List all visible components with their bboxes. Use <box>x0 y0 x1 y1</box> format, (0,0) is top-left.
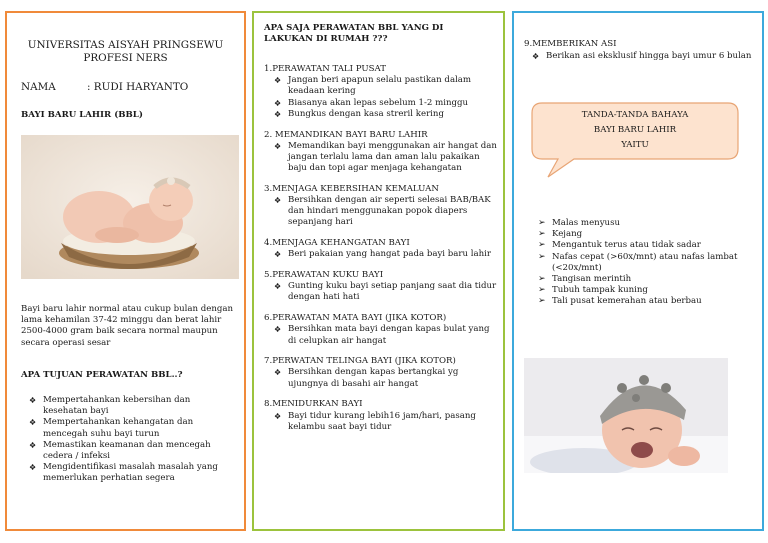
care-item-text: Memandikan bayi menggunakan air hangat dan jangan terlalu lama dan aman lalu pakaikan baju dan topi agar menjaga kehangatan <box>288 140 497 174</box>
goal-item <box>27 417 237 439</box>
name-label: NAMA <box>21 81 56 93</box>
danger-sign-item-text: Tangisan merintih <box>552 274 632 285</box>
panel-left <box>5 11 246 531</box>
care-section-heading: 6.PERAWATAN MATA BAYI (JIKA KOTOR) <box>264 313 447 324</box>
goal-item <box>27 395 237 417</box>
care-section-heading: 7.PERWATAN TELINGA BAYI (JIKA KOTOR) <box>264 356 456 367</box>
care-section <box>264 313 500 347</box>
care-item <box>272 98 500 109</box>
section-title: BAYI BARU LAHIR (BBL) <box>21 110 143 120</box>
care-title: APA SAJA PERAWATAN BBL YANG DI LAKUKAN DI RUMAH ??? <box>264 23 444 45</box>
care-item-text: Bersihkan dengan kapas bertangkai yg ujungnya di basahi air hangat <box>288 367 459 389</box>
care-section <box>264 64 500 120</box>
diamond-bullet-icon: ❖ <box>274 196 282 206</box>
diamond-bullet-icon: ❖ <box>29 463 37 473</box>
care-item <box>272 141 500 175</box>
care-item-text: Gunting kuku bayi setiap panjang saat dia tidur dengan hati hati <box>288 281 497 303</box>
danger-sign-item <box>536 285 758 296</box>
diamond-bullet-icon: ❖ <box>29 418 37 428</box>
care-item-text: Bayi tidur kurang lebih16 jam/hari, pasang kelambu saat bayi tidur <box>288 410 476 432</box>
diamond-bullet-icon: ❖ <box>29 440 37 450</box>
diamond-bullet-icon: ❖ <box>274 141 282 151</box>
care-section <box>264 184 500 229</box>
care-section-heading: 2. MEMANDIKAN BAYI BARU LAHIR <box>264 129 428 140</box>
diamond-bullet-icon: ❖ <box>274 368 282 378</box>
care-item-text: Bersihkan mata bayi dengan kapas bulat yang di celupkan air hangat <box>288 324 490 346</box>
danger-sign-item-text: Malas menyusu <box>552 218 621 228</box>
care-item-text: Jangan beri apapun selalu pastikan dalam keadaan kering <box>288 75 472 97</box>
university-title: UNIVERSITAS AISYAH PRINGSEWU <box>27 39 224 51</box>
danger-sign-item-text: Mengantuk terus atau tidak sadar <box>552 240 701 251</box>
arrow-bullet-icon: ➢ <box>538 285 546 296</box>
diamond-bullet-icon: ❖ <box>274 250 282 260</box>
arrow-bullet-icon: ➢ <box>538 229 546 240</box>
goals-title: APA TUJUAN PERAWATAN BBL..? <box>21 370 183 380</box>
asi-item-text: Berikan asi eksklusif hingga bayi umur 6 bulan <box>546 51 752 61</box>
asi-item <box>530 51 758 62</box>
diamond-bullet-icon: ❖ <box>274 282 282 292</box>
diamond-bullet-icon: ❖ <box>274 411 282 421</box>
danger-sign-item <box>536 274 758 285</box>
panel-right <box>512 11 764 531</box>
care-item <box>272 411 500 433</box>
danger-sign-item-text: Tubuh tampak kuning <box>552 285 648 296</box>
asi-heading: 9.MEMBERIKAN ASI <box>524 39 617 49</box>
care-item <box>272 195 500 229</box>
care-item-text: Beri pakaian yang hangat pada bayi baru lahir <box>288 249 492 260</box>
danger-sign-item-text: Nafas cepat (>60x/mnt) atau nafas lambat (<20x/mnt) <box>552 251 738 273</box>
care-section-heading: 4.MENJAGA KEHANGATAN BAYI <box>264 238 410 249</box>
care-item-text: Biasanya akan lepas sebelum 1-2 minggu <box>288 97 469 108</box>
care-section-heading: 5.PERAWATAN KUKU BAYI <box>264 270 384 281</box>
care-item <box>272 324 500 346</box>
care-item <box>272 281 500 303</box>
arrow-bullet-icon: ➢ <box>538 218 546 228</box>
care-section-heading: 3.MENJAGA KEBERSIHAN KEMALUAN <box>264 183 439 194</box>
care-section <box>264 130 500 175</box>
danger-list <box>536 218 758 308</box>
callout-line2: BAYI BARU LAHIR <box>593 125 677 135</box>
callout-line3: YAITU <box>621 140 649 150</box>
danger-sign-item <box>536 229 758 240</box>
care-item <box>272 249 500 260</box>
asi-list <box>530 51 758 62</box>
goal-item <box>27 440 237 462</box>
danger-sign-item <box>536 296 758 307</box>
danger-sign-item <box>536 218 758 229</box>
panel-middle <box>252 11 505 531</box>
diamond-bullet-icon: ❖ <box>274 76 282 86</box>
care-section-heading: 8.MENIDURKAN BAYI <box>264 399 363 410</box>
danger-sign-item-text: Tali pusat kemerahan atau berbau <box>552 296 702 307</box>
goal-item <box>27 462 237 484</box>
diamond-bullet-icon: ❖ <box>274 98 282 108</box>
name-value: : RUDI HARYANTO <box>87 81 189 93</box>
care-item <box>272 367 500 389</box>
callout-line1: TANDA-TANDA BAHAYA <box>581 110 689 120</box>
arrow-bullet-icon: ➢ <box>538 251 546 262</box>
care-section <box>264 356 500 390</box>
arrow-bullet-icon: ➢ <box>538 240 546 251</box>
care-section <box>264 238 500 260</box>
care-section-heading: 1.PERAWATAN TALI PUSAT <box>264 64 386 74</box>
baby-crying-photo <box>524 358 728 473</box>
arrow-bullet-icon: ➢ <box>538 296 546 307</box>
care-section <box>264 399 500 433</box>
arrow-bullet-icon: ➢ <box>538 274 546 285</box>
baby-sleeping-photo <box>21 135 239 279</box>
diamond-bullet-icon: ❖ <box>532 52 540 61</box>
care-item-text: Bersihkan dengan air seperti selesai BAB/BAK dan hindari menggunakan popok diapers sepanjang hari <box>288 195 491 228</box>
diamond-bullet-icon: ❖ <box>274 325 282 335</box>
care-item-text: Bungkus dengan kasa streril kering <box>288 108 444 119</box>
diamond-bullet-icon: ❖ <box>274 109 282 119</box>
goal-item-text: Mempertahankan kebersihan dan kesehatan bayi <box>43 395 191 417</box>
danger-sign-item <box>536 240 758 251</box>
danger-sign-item <box>536 252 758 274</box>
goal-item-text: Mempertahankan kehangatan dan mencegah suhu bayi turun <box>43 417 194 439</box>
danger-callout <box>530 101 740 181</box>
goals-list <box>27 395 237 485</box>
bbl-definition: Bayi baru lahir normal atau cukup bulan dengan lama kehamilan 37-42 minggu dan berat lahir 2500-4000 gram baik secara normal maupun secara operasi sesar <box>21 304 234 348</box>
goal-item-text: Memastikan keamanan dan mencegah cedera / infeksi <box>43 439 211 462</box>
danger-sign-item-text: Kejang <box>552 229 583 240</box>
care-item <box>272 109 500 120</box>
care-sections <box>264 64 500 442</box>
care-item <box>272 75 500 97</box>
diamond-bullet-icon: ❖ <box>29 396 37 405</box>
care-section <box>264 270 500 304</box>
profession-title: PROFESI NERS <box>83 52 168 64</box>
goal-item-text: Mengidentifikasi masalah masalah yang memerlukan perhatian segera <box>43 462 218 484</box>
